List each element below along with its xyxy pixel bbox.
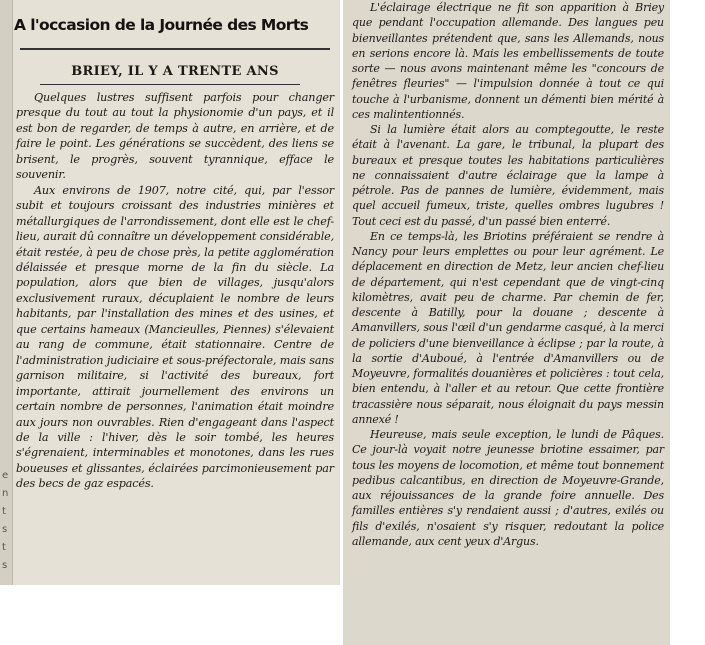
edge-fragment: s: [2, 524, 8, 535]
adjacent-article-edge: [0, 0, 13, 585]
edge-fragment: t: [2, 506, 6, 517]
edge-fragment: t: [2, 542, 6, 553]
subheadline-rule: [40, 84, 300, 85]
edge-fragment: s: [2, 560, 8, 571]
paragraph: Heureuse, mais seule exception, le lundi de Pâques. Ce jour-là voyait notre jeunesse briotine essaimer, par tous les moyens de locomotion, et même tout bonnement pedibus calcantibus, en direction de Moyeuvre-Grande, aux réjouissances de la grande foire annuelle. Des familles entières s'y rendaient aussi ; d'autres, exilés ou fils d'exilés, n'osaient s'y risquer, redoutant la police allemande, aux cent yeux d'Argus.: [352, 428, 664, 548]
edge-fragment: e: [2, 470, 9, 481]
left-column-text: [16, 90, 334, 492]
paragraph: Aux environs de 1907, notre cité, qui, par l'essor subit et toujours croissant des industries minières et métallurgiques de l'arrondissement, dont elle est le chef-lieu, aurait dû connaître un développement considérable, était restée, à peu de chose près, la petite agglomération délaissée et presque morne de la fin du siècle. La population, alors que bien de villages, jusqu'alors exclusivement ruraux, décuplaient le nombre de leurs habitants, par l'installation des mines et des usines, et que certains hameaux (Mancieulles, Piennes) s'élevaient au rang de commune, était stationnaire. Centre de l'administration judiciaire et sous-préfectorale, mais sans garnison militaire, si l'activité des bureaux, fort importante, attirait journellement des environs un certain nombre de personnes, l'animation était moindre aux jours non ouvrables. Rien d'engageant dans l'aspect de la ville : l'hiver, dès le soir tombé, les heures s'égrenaient, interminables et monotones, dans les rues boueuses et glissantes, éclairées parcimonieusement par des becs de gaz espacés.: [16, 183, 334, 491]
left-clipping: [0, 0, 340, 585]
headline-rule: [20, 48, 330, 50]
right-column-text: [352, 0, 664, 549]
paragraph: En ce temps-là, les Briotins préféraient se rendre à Nancy pour leurs emplettes ou pour leur agrément. Le déplacement en direction de Metz, leur ancien chef-lieu de département, qui n'est cependant que de vingt-cinq kilomètres, avait peu de charme. Par chemin de fer, descente à Batilly, pour la douane ; descente à Amanvillers, sous l'œil d'un gendarme casqué, à la merci de policiers d'une bienveillance à éclipse ; par la route, à la sortie d'Auboué, à l'entrée d'Amanvillers ou de Moyeuvre, formalités douanières et policières : tout cela, bien entendu, à l'aller et au retour. Que cette frontière tracassière nous séparait, nous éloignait du pays messin annexé !: [352, 229, 664, 426]
paragraph: L'éclairage électrique ne fit son apparition à Briey que pendant l'occupation allemande. Des langues peu bienveillantes prétendent que, sans les Allemands, nous en serions encore là. Mais les embellissements de toute sorte — nous avons maintenant même les "concours de fenêtres fleuries" — l'impulsion donnée à tout ce qui touche à l'urbanisme, donnent un démenti bien mérité à ces malintentionnés.: [352, 1, 664, 121]
paragraph: Si la lumière était alors au comptegoutte, le reste était à l'avenant. La gare, le tribunal, la plupart des bureaux et presque toutes les habitations particulières ne connaissaient d'autre éclairage que la lampe à pétrole. Pas de pannes de lumière, évidemment, mais quel accueil fumeux, triste, quelles ombres lugubres ! Tout ceci est du passé, d'un passé bien enterré.: [352, 123, 664, 228]
edge-fragment: n: [2, 488, 9, 499]
paragraph: Quelques lustres suffisent parfois pour changer presque du tout au tout la physionomie d'un pays, et il est bon de regarder, de temps à autre, en arrière, et de faire le point. Les générations se succèdent, des liens se brisent, le progrès, souvent tyrannique, efface le souvenir.: [16, 91, 334, 182]
article-headline: A l'occasion de la Journée des Morts: [14, 16, 309, 34]
article-subheadline: BRIEY, IL Y A TRENTE ANS: [71, 64, 279, 79]
